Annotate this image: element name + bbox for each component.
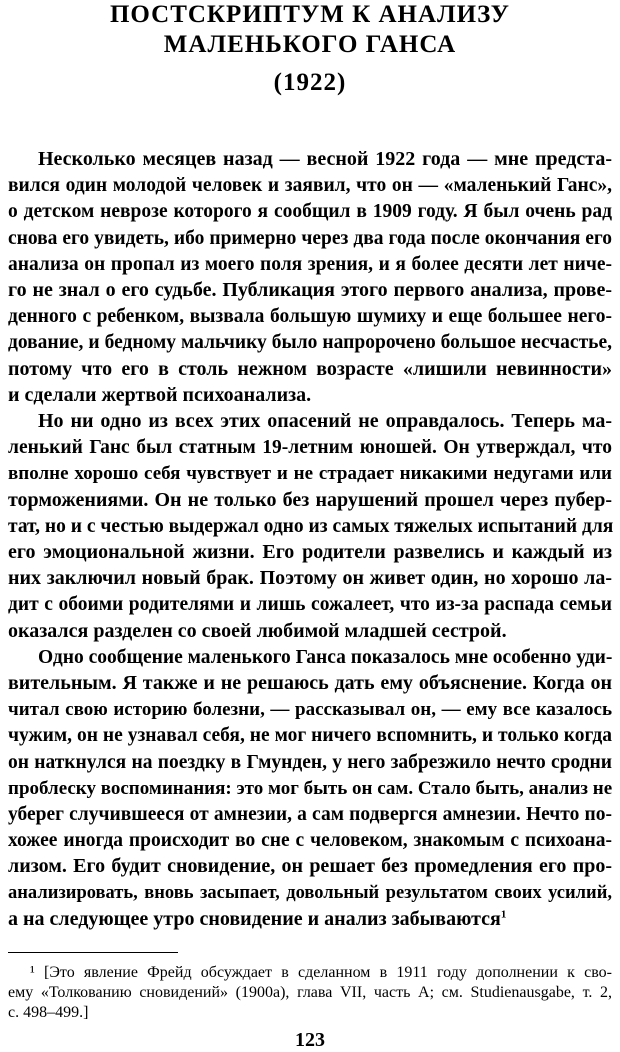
body-line: хожее иногда происходит во сне с человеком, знакомым с психоана- bbox=[8, 830, 612, 852]
body-line: вился один молодой человек и заявил, что он — «маленький Ганс», bbox=[8, 175, 612, 197]
body-line: потому что его в столь нежном возрасте «лишили невинности» bbox=[8, 357, 612, 380]
body-line-last bbox=[8, 906, 612, 933]
body-line: вполне хорошо себя чувствует и не страдает никакими недугами или bbox=[8, 463, 612, 485]
footnote-line: ему «Толкованию сновидений» (1900a), глава VII, часть A; см. Studienausgabe, т. 2, bbox=[8, 984, 612, 1001]
chapter-title-line-2: МАЛЕНЬКОГО ГАНСА bbox=[163, 31, 457, 58]
body-line: го не знал о его судьбе. Публикация этого первого анализа, прове- bbox=[8, 279, 612, 301]
body-line: о детском неврозе которого я сообщил в 1909 году. Я был очень рад bbox=[8, 201, 612, 223]
body-line: анализа он пропал из моего поля зрения, и я более десяти лет ниче- bbox=[8, 253, 612, 275]
body-line-text: а на следующее утро сновидение и анализ забываются bbox=[8, 907, 501, 930]
body-line: дование, и бедному мальчику было напророчено большое несчастье, bbox=[8, 332, 612, 354]
body-line: ленький Ганс был статным 19-летним юношей. Он утверждал, что bbox=[8, 437, 612, 459]
footnote-divider bbox=[8, 952, 178, 953]
body-line: них заключил новый брак. Поэтому он живет один, но хорошо ла- bbox=[8, 567, 612, 590]
chapter-year: (1922) bbox=[273, 69, 347, 96]
body-line: и сделали жертвой психоанализа. bbox=[8, 383, 312, 406]
body-line: проблеску воспоминания: это мог быть он сам. Стало быть, анализ не bbox=[8, 777, 613, 799]
body-line: тат, но и с честью выдержал одно из самых тяжелых испытаний для bbox=[8, 515, 614, 537]
body-line: торможениями. Он не только без нарушений прошел через пубер- bbox=[8, 488, 612, 511]
body-line: лизом. Его будит сновидение, он решает без промедления его про- bbox=[8, 855, 612, 878]
body-line: вительным. Я также и не решаюсь дать ему объяснение. Когда он bbox=[8, 672, 612, 694]
body-line: денного с ребенком, вызвала большую шумиху и еще большее него- bbox=[8, 306, 612, 328]
body-line: читал свою историю болезни, — рассказывал он, — ему все казалось bbox=[8, 699, 612, 721]
footnote-marker: 1 bbox=[500, 908, 507, 921]
body-line: он наткнулся на поездку в Гмунден, у него забрезжило нечто сродни bbox=[8, 751, 612, 773]
body-line: оказался разделен со своей любимой младшей сестрой. bbox=[8, 619, 507, 642]
body-line: Но ни одно из всех этих опасений не оправдалось. Теперь ма- bbox=[38, 410, 612, 432]
footnote-line: с. 498–499.] bbox=[8, 1004, 89, 1021]
body-line: Одно сообщение маленького Ганса показалось мне особенно уди- bbox=[38, 646, 613, 668]
body-line: дит с обоими родителями и лишь сожалеет, что из-за распада семьи bbox=[8, 594, 612, 616]
body-line: его эмоциональной жизни. Его родители развелись и каждый из bbox=[8, 541, 612, 563]
body-line: чужим, он не узнавал себя, не мог ничего вспомнить, и только когда bbox=[8, 725, 612, 747]
footnote-line: ¹ [Это явление Фрейд обсуждает в сделанном в 1911 году дополнении к сво- bbox=[30, 964, 612, 981]
page-number: 123 bbox=[295, 1029, 325, 1051]
body-line: уберег случившееся от амнезии, а сам подвергся амнезии. Нечто по- bbox=[8, 804, 612, 825]
body-line: снова его увидеть, ибо примерно через два года после окончания его bbox=[8, 227, 612, 249]
chapter-title-line-1: ПОСТСКРИПТУМ К АНАЛИЗУ bbox=[109, 1, 511, 28]
body-line: анализировать, вновь засыпает, довольный результатом своих усилий, bbox=[8, 882, 612, 903]
body-line: Несколько месяцев назад — весной 1922 года — мне предста- bbox=[38, 148, 612, 170]
